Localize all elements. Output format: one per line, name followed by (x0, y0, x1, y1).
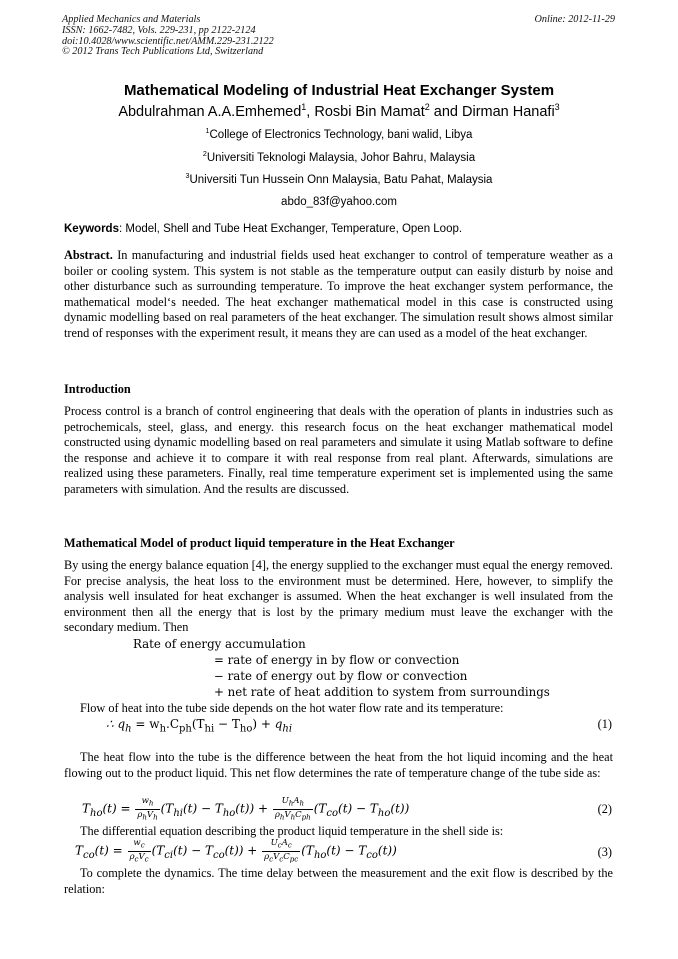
author-affiliation-mark: 2 (424, 102, 430, 113)
journal-header (62, 15, 615, 58)
paper-title: Mathematical Modeling of Industrial Heat Exchanger System (123, 82, 555, 99)
abstract-label: Abstract. (64, 248, 113, 262)
equation-2: $T_{ho}(t)$ = $\frac{w_h}{\rho_hV_h}$ $(T_{hi}(t) - T_{ho}(t))$ + $\frac{U_hA_h}{\rho_hV_hC_{ph}}$ $(T_{co}(t) - T_{ho}(t))$ (82, 796, 410, 822)
equation-number: (3) (597, 845, 612, 859)
journal-copyright: © 2012 Trans Tech Publications Ltd, Switzerland (62, 46, 264, 58)
journal-name: Applied Mechanics and Materials (62, 14, 201, 25)
author-email: abdo_83f@yahoo.com (281, 196, 397, 208)
affiliation: $^3$Universiti Tun Hussein Onn Malaysia, Batu Pahat, Malaysia (185, 172, 493, 186)
model-paragraph: To complete the dynamics. The time delay between the measurement and the exit flow is described by the relation: (64, 866, 613, 896)
affiliation: $^1$College of Electronics Technology, bani walid, Libya (205, 127, 473, 141)
equation-1: ∴ $q_h = w_h.C_{ph}(T_{hi} - T_{ho}) + q_{hi}$ (106, 717, 293, 735)
section-heading-introduction: Introduction (64, 382, 131, 396)
model-paragraph: The heat flow into the tube is the difference between the heat from the hot liquid incoming and the heat flowing out to the product liquid. This net flow determines the rate of temperature change of the tube side as: (64, 750, 613, 780)
equation-number: (1) (597, 717, 612, 731)
author-name: Rosbi Bin Mamat (314, 104, 425, 120)
equation-number: (2) (597, 802, 612, 816)
abstract (64, 248, 613, 342)
affiliation: $^2$Universiti Teknologi Malaysia, Johor Bahru, Malaysia (202, 150, 476, 164)
rate-line: + net rate of heat addition to system from surroundings (214, 685, 550, 699)
online-date: Online: 2012-11-29 (534, 14, 615, 25)
abstract-text: In manufacturing and industrial fields used heat exchanger to control of temperature weather as a boiler or cooling system. This system is not stable as the temperature output can easily disturb by noise and other disturbance such as surrounding temperature. To improve the heat exchanger system performance, the mathematical model‘s needed. The heat exchanger mathematical model in this case is constructed using dynamic modelling based on real parameters of the heat exchanger. The simulation result shows almost similar trend of responses with the experiment result, it means they are can used as a model of the heat exchanger. (64, 248, 613, 340)
diff-eq-text: The differential equation describing the product liquid temperature in the shell side is: (80, 824, 504, 838)
author-list: Abdulrahman A.A.Emhemed$^1$, Rosbi Bin Mamat$^2$ and Dirman Hanafi$^3$ (118, 102, 560, 120)
rate-line: = rate of energy in by flow or convection (214, 653, 460, 667)
author-name: Abdulrahman A.A.Emhemed (118, 104, 302, 120)
rate-line: Rate of energy accumulation (133, 637, 306, 651)
keywords-text: : Model, Shell and Tube Heat Exchanger, Temperature, Open Loop. (118, 223, 463, 235)
author-name: Dirman Hanafi (462, 104, 555, 120)
keywords (64, 223, 462, 235)
journal-issn: ISSN: 1662-7482, Vols. 229-231, pp 2122-2124 (62, 24, 256, 36)
introduction-text: Process control is a branch of control engineering that deals with the operation of plants in industries such as petrochemicals, steel, glass, and energy. this research focus on the heat exchanger mathematical model constructed using dynamic modelling based on real parameters and simulate it using Matlab software to define the response and achieve it to compare it with real response from real plant. Afterwards, simulations are realized using these parameters. Finally, real time temperature experiment set is implemented using the same parameters with simulation. And the results are discussed. (64, 404, 613, 496)
author-affiliation-mark: 3 (554, 102, 560, 113)
rate-line: − rate of energy out by flow or convection (214, 669, 468, 683)
journal-doi: doi:10.4028/www.scientific.net/AMM.229-231.2122 (62, 35, 274, 47)
flow-text: Flow of heat into the tube side depends on the hot water flow rate and its temperature: (80, 701, 504, 715)
author-affiliation-mark: 1 (301, 102, 307, 113)
keywords-label: Keywords (64, 223, 119, 235)
equation-3: $T_{co}(t)$ = $\frac{w_c}{\rho_cV_c}$ $(T_{ci}(t) - T_{co}(t))$ + $\frac{U_cA_c}{\rho_cV_cC_{pc}}$ $(T_{ho}(t) - T_{co}(t))$ (75, 838, 397, 864)
model-paragraph: By using the energy balance equation [4], the energy supplied to the exchanger must equal the energy removed. For precise analysis, the heat loss to the environment must be determined. Here, however, to simplify the analysis well insulated for heat exchanger is assumed. When the heat exchanger is well insulated from the environment then all the energy that is lost by the primary medium must leave the exchanger with the secondary medium. Then (64, 558, 613, 635)
section-heading-model: Mathematical Model of product liquid temperature in the Heat Exchanger (64, 536, 455, 550)
